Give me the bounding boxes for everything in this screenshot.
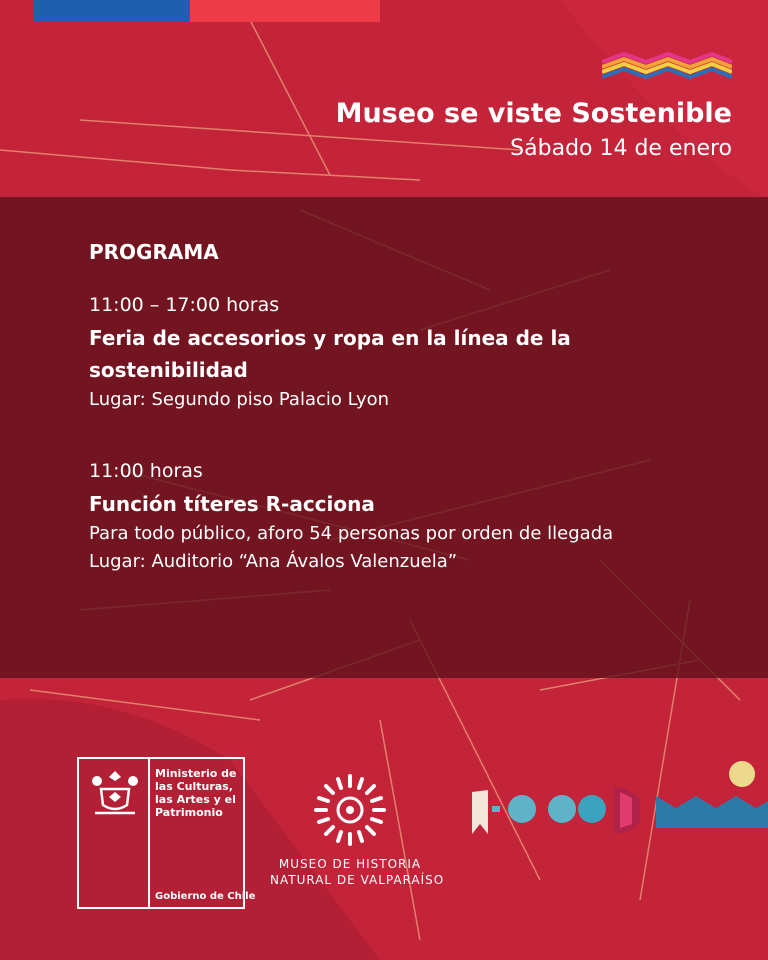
program-section xyxy=(89,240,649,576)
museum-name-line2: NATURAL DE VALPARAÍSO xyxy=(270,873,445,887)
program-event xyxy=(89,460,649,576)
program-heading: PROGRAMA xyxy=(89,240,219,264)
museum-logo xyxy=(270,772,445,888)
event-name: Función títeres R-acciona xyxy=(89,492,375,516)
ministry-logo xyxy=(77,757,256,909)
event-description: Para todo público, aforo 54 personas por orden de llegada xyxy=(89,523,614,544)
government-label: Gobierno de Chile xyxy=(155,891,256,902)
flag-stripe-blue xyxy=(34,0,190,22)
zigzag-wave-icon xyxy=(602,52,732,80)
museum-sun-icon xyxy=(312,772,388,848)
flag-stripe-red xyxy=(190,0,380,22)
event-title: Museo se viste Sostenible xyxy=(335,98,732,129)
event-name: Feria de accesorios y ropa en la línea de la sostenibilidad xyxy=(89,326,571,382)
event-time: 11:00 – 17:00 horas xyxy=(89,294,280,316)
program-event xyxy=(89,294,649,414)
event-location: Lugar: Auditorio “Ana Ávalos Valenzuela” xyxy=(89,551,458,572)
event-date: Sábado 14 de enero xyxy=(510,136,732,161)
event-location: Lugar: Segundo piso Palacio Lyon xyxy=(89,389,390,410)
chile-crest-icon xyxy=(87,767,143,823)
ministry-name: Ministerio de las Culturas, las Artes y el Patrimonio xyxy=(155,767,237,819)
event-time: 11:00 horas xyxy=(89,460,203,482)
museum-network-logo-icon xyxy=(470,758,768,838)
museum-name-line1: MUSEO DE HISTORIA xyxy=(278,857,422,871)
